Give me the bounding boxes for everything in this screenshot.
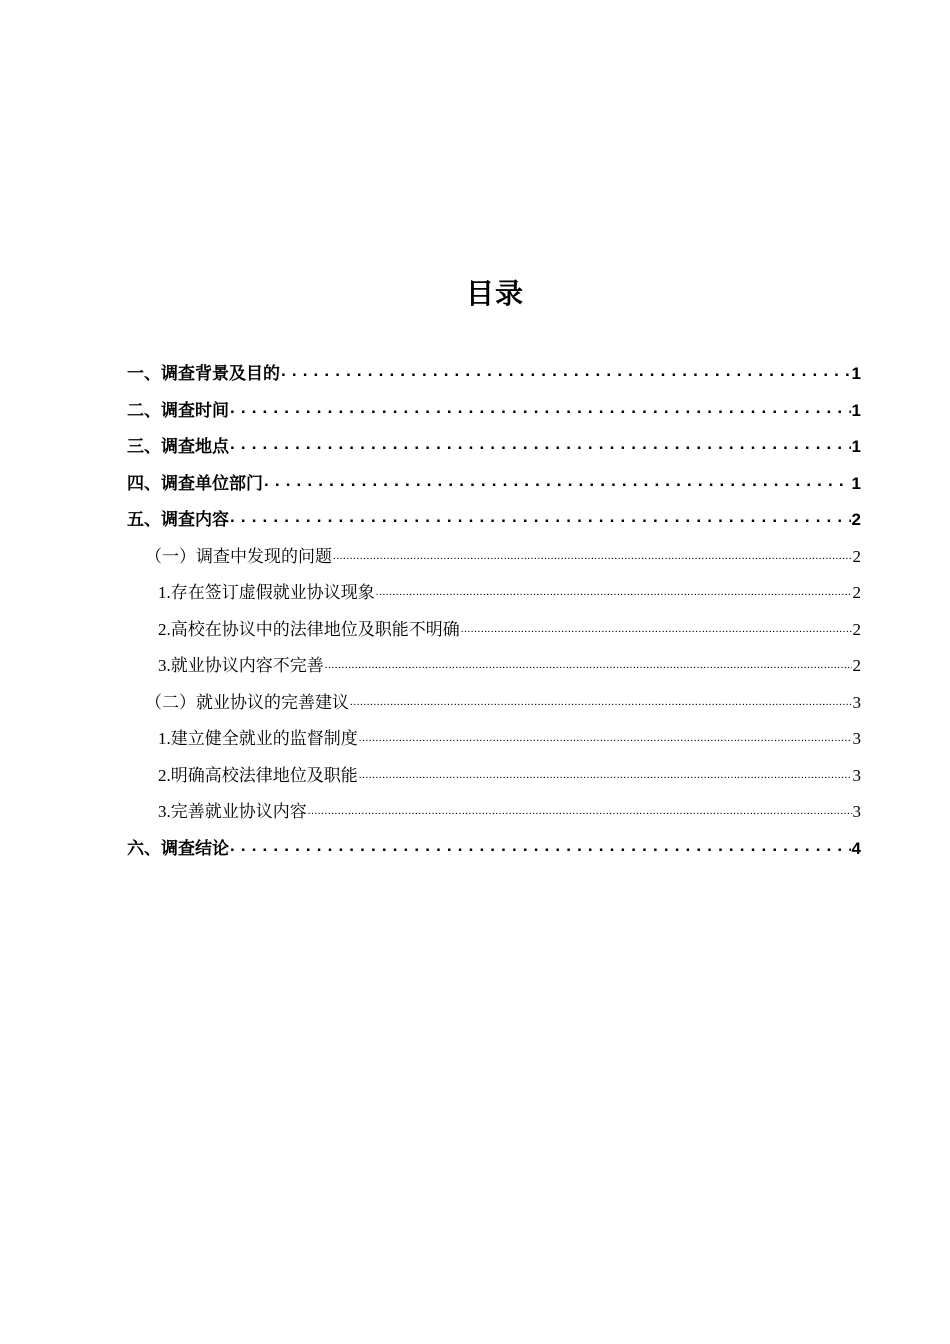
toc-page-number: 1 [851,437,861,456]
table-of-contents [127,356,861,867]
toc-entry[interactable] [127,648,861,685]
toc-page-number: 3 [852,765,861,785]
toc-entry[interactable] [127,429,861,466]
toc-entry[interactable] [127,393,861,430]
toc-dot-leader [308,800,852,817]
toc-entry-label: 2.明确高校法律地位及职能 [158,765,358,785]
toc-title: 目录 [465,278,524,309]
toc-dot-leader [359,764,852,781]
toc-entry[interactable] [127,721,861,758]
toc-entry[interactable] [127,539,861,576]
toc-page-number: 1 [851,400,861,420]
toc-entry-label: 一、调查背景及目的 [127,364,280,383]
toc-page-number: 2 [852,619,861,639]
toc-entry-label: 四、调查单位部门 [127,473,263,493]
toc-entry-label: 3.就业协议内容不完善 [158,656,324,675]
toc-entry-label: 2.高校在协议中的法律地位及职能不明确 [158,619,460,639]
toc-page-number: 4 [851,838,861,858]
toc-entry[interactable] [127,685,861,722]
toc-entry-label: 1.建立健全就业的监督制度 [158,729,358,748]
toc-dot-leader [230,837,851,854]
toc-page-number: 2 [851,510,861,529]
toc-dot-leader [230,399,851,416]
toc-entry-label: 1.存在签订虚假就业协议现象 [158,583,375,602]
toc-dot-leader [264,472,851,489]
toc-entry[interactable] [127,575,861,612]
toc-dot-leader [350,691,852,708]
toc-entry[interactable] [127,356,861,393]
toc-dot-leader [376,581,852,598]
toc-entry-label: 六、调查结论 [127,838,229,858]
toc-dot-leader [281,362,851,379]
toc-page-number: 3 [852,802,861,821]
toc-entry[interactable] [127,794,861,831]
toc-dot-leader [359,727,852,744]
toc-page-number: 1 [851,364,861,383]
toc-page-number: 1 [851,473,861,493]
toc-page-number: 2 [852,546,861,566]
toc-entry[interactable] [127,466,861,503]
toc-page-number: 3 [852,692,861,712]
toc-entry-label: 二、调查时间 [127,400,229,420]
toc-entry-label: 3.完善就业协议内容 [158,802,307,821]
toc-dot-leader [230,435,851,452]
toc-page-number: 2 [852,656,861,675]
toc-entry-label: 三、调查地点 [127,437,229,456]
toc-entry[interactable] [127,831,861,868]
toc-entry-label: （一）调查中发现的问题 [145,546,332,566]
toc-entry-label: （二）就业协议的完善建议 [145,692,349,712]
toc-dot-leader [325,654,852,671]
toc-dot-leader [333,545,852,562]
toc-entry[interactable] [127,502,861,539]
toc-page-number: 2 [852,583,861,602]
toc-page-number: 3 [852,729,861,748]
toc-entry[interactable] [127,612,861,649]
toc-dot-leader [230,508,851,525]
toc-entry-label: 五、调查内容 [127,510,229,529]
toc-dot-leader [461,618,852,635]
toc-entry[interactable] [127,758,861,795]
